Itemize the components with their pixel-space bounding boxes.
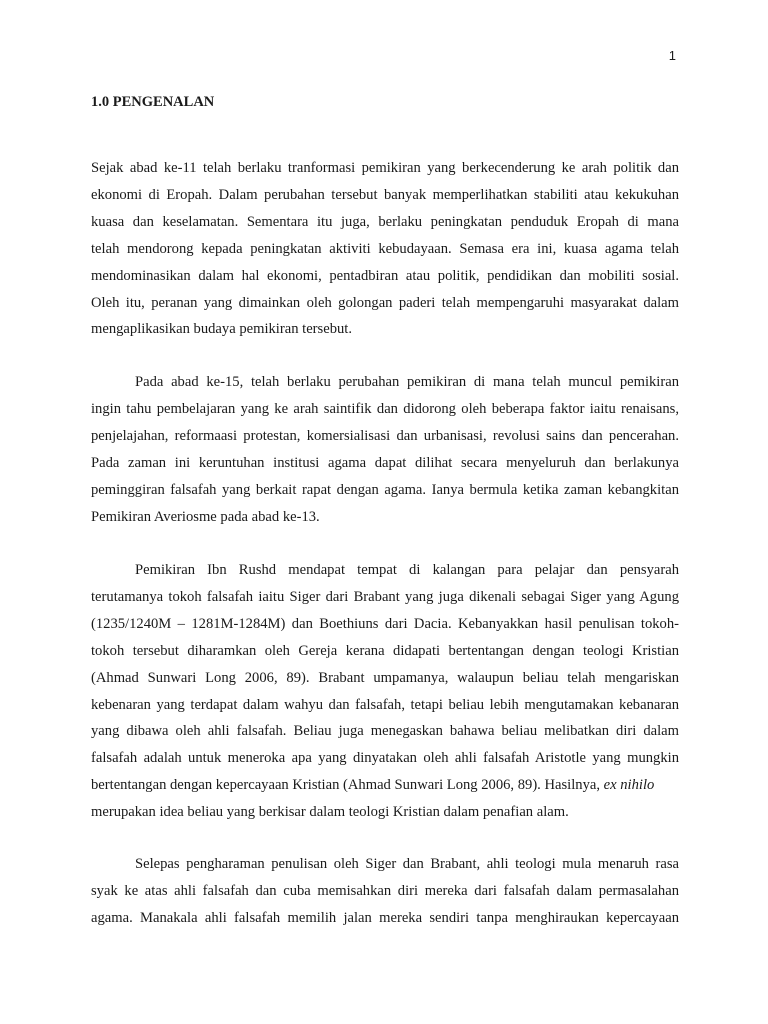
text-line: ingin tahu pembelajaran yang ke arah saintifik dan didorong oleh beberapa faktor iaitu renaisans,: [91, 400, 679, 417]
text-line: Sejak abad ke-11 telah berlaku tranformasi pemikiran yang berkecenderung ke arah politik dan: [91, 160, 679, 176]
text-line: kuasa dan keselamatan. Sementara itu juga, berlaku peningkatan penduduk Eropah di mana: [91, 213, 679, 230]
text-line: peminggiran falsafah yang berkait rapat dengan agama. Ianya bermula ketika zaman kebangkitan: [91, 481, 679, 498]
section-heading: 1.0 PENGENALAN: [91, 94, 215, 110]
italic-term: ex nihilo: [603, 777, 655, 794]
text-line: agama. Manakala ahli falsafah memilih jalan mereka sendiri tanpa menghiraukan kepercayaan: [91, 909, 679, 926]
paragraph-3: [91, 557, 679, 826]
text-line: Pemikiran Ibn Rushd mendapat tempat di kalangan para pelajar dan pensyarah: [135, 562, 679, 578]
text-line: mengaplikasikan budaya pemikiran tersebut.: [91, 321, 352, 338]
text-line: Pada zaman ini keruntuhan institusi agama dapat dilihat secara menyeluruh dan berlakunya: [91, 454, 679, 471]
text-line: telah mendorong kepada peningkatan aktiviti kebudayaan. Semasa era ini, kuasa agama telah: [91, 240, 679, 257]
text-line: merupakan idea beliau yang berkisar dalam teologi Kristian dalam penafian alam.: [91, 804, 569, 821]
text-line: Pemikiran Averiosme pada abad ke-13.: [91, 508, 320, 525]
text-line: (Ahmad Sunwari Long 2006, 89). Brabant umpamanya, walaupun beliau telah mengariskan: [91, 669, 679, 686]
text-line: (1235/1240M – 1281M-1284M) dan Boethiuns dari Dacia. Kebanyakkan hasil penulisan tokoh-: [91, 615, 679, 632]
text-line: penjelajahan, reformaasi protestan, komersialisasi dan urbanisasi, revolusi sains dan pencerahan.: [91, 427, 679, 444]
text-run: bertentangan dengan kepercayaan Kristian (Ahmad Sunwari Long 2006, 89). Hasilnya,: [91, 777, 604, 794]
text-line: kebenaran yang terdapat dalam wahyu dan falsafah, tetapi beliau lebih mengutamakan kebanaran: [91, 696, 679, 713]
paragraph-1: [91, 155, 679, 343]
text-line: falsafah adalah untuk meneroka apa yang dinyatakan oleh ahli falsafah Aristotle yang mungkin: [91, 750, 679, 767]
text-line: Oleh itu, peranan yang dimainkan oleh golongan paderi telah mempengaruhi masyarakat dalam: [91, 294, 679, 311]
text-line: Selepas pengharaman penulisan oleh Siger dan Brabant, ahli teologi mula menaruh rasa: [135, 856, 679, 872]
paragraph-2: [91, 369, 679, 530]
page-number: 1: [668, 48, 676, 63]
text-line: mendominasikan dalam hal ekonomi, pentadbiran atau politik, pendidikan dan mobiliti sosial.: [91, 267, 679, 284]
text-line: Pada abad ke-15, telah berlaku perubahan pemikiran di mana telah muncul pemikiran: [135, 374, 679, 390]
text-line: syak ke atas ahli falsafah dan cuba memisahkan diri mereka dari falsafah dalam permasalahan: [91, 882, 679, 899]
text-line-with-italic: [91, 772, 679, 799]
text-line: yang dibawa oleh ahli falsafah. Beliau juga menegaskan bahawa beliau melibatkan diri dalam: [91, 723, 679, 740]
text-line: terutamanya tokoh falsafah iaitu Siger dari Brabant yang juga dikenali sebagai Siger yang Agung: [91, 588, 679, 605]
text-line: ekonomi di Eropah. Dalam perubahan tersebut banyak memperlihatkan stabiliti atau kekukuhan: [91, 186, 679, 203]
paragraph-4: [91, 851, 679, 932]
text-line: tokoh tersebut diharamkan oleh Gereja kerana didapati bertentangan dengan teologi Kristian: [91, 642, 679, 659]
